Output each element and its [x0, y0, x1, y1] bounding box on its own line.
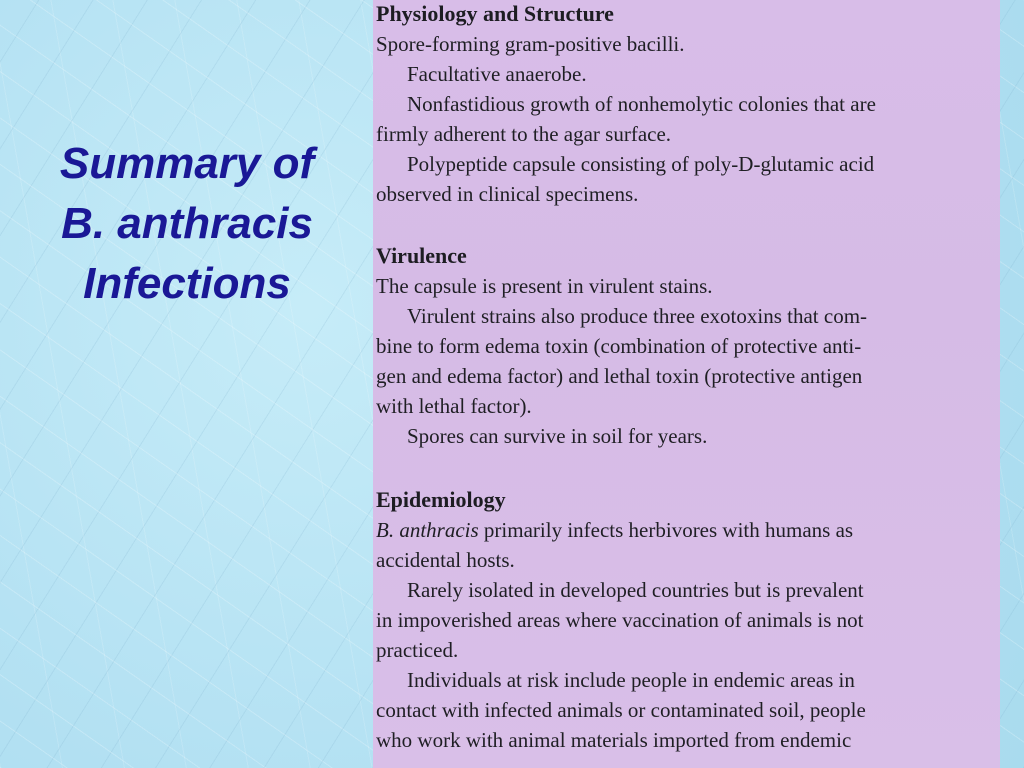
epidemiology-line: Rarely isolated in developed countries but is prevalent [407, 578, 864, 602]
physiology-line: Facultative anaerobe. [407, 62, 587, 86]
slide-title-line-2: B. anthracis [61, 199, 313, 248]
slide-title [22, 134, 352, 314]
physiology-line: Nonfastidious growth of nonhemolytic colonies that are [407, 92, 876, 116]
section-physiology [376, 0, 876, 209]
physiology-line: observed in clinical specimens. [376, 182, 639, 206]
virulence-line: bine to form edema toxin (combination of protective anti- [376, 334, 862, 358]
textbook-excerpt-panel [373, 0, 1000, 768]
virulence-line: gen and edema factor) and lethal toxin (protective antigen [376, 364, 863, 388]
slide-title-line-1: Summary of [59, 139, 315, 188]
section-virulence [376, 241, 867, 451]
physiology-line: Spore-forming gram-positive bacilli. [376, 32, 685, 56]
epidemiology-line: Individuals at risk include people in endemic areas in [407, 668, 855, 692]
epidemiology-line: accidental hosts. [376, 548, 515, 572]
section-epidemiology [376, 485, 866, 755]
epidemiology-line: contact with infected animals or contaminated soil, people [376, 698, 866, 722]
section-heading-physiology: Physiology and Structure [376, 1, 614, 26]
virulence-line: Virulent strains also produce three exotoxins that com- [407, 304, 868, 328]
section-heading-epidemiology: Epidemiology [376, 487, 506, 512]
epidemiology-line: who work with animal materials imported from endemic [376, 728, 852, 752]
epidemiology-first-line [376, 515, 866, 545]
epidemiology-line: practiced. [376, 638, 459, 662]
physiology-line: Polypeptide capsule consisting of poly-D-glutamic acid [407, 152, 875, 176]
section-heading-virulence: Virulence [376, 243, 467, 268]
virulence-line: The capsule is present in virulent stains. [376, 274, 713, 298]
virulence-line: Spores can survive in soil for years. [407, 424, 708, 448]
virulence-line: with lethal factor). [376, 394, 532, 418]
epidemiology-line: in impoverished areas where vaccination of animals is not [376, 608, 864, 632]
organism-name: B. anthracis [376, 518, 479, 542]
physiology-line: firmly adherent to the agar surface. [376, 122, 672, 146]
epidemiology-first-line-rest: primarily infects herbivores with humans as [478, 518, 854, 542]
slide-title-line-3: Infections [83, 259, 291, 308]
